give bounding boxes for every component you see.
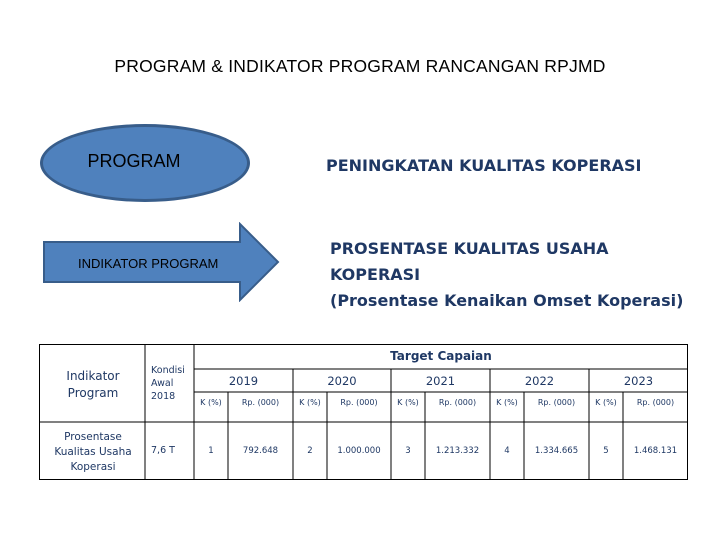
year-2021: 2021	[425, 374, 456, 388]
row-k-2023: 5	[603, 446, 609, 456]
indicator-label: INDIKATOR PROGRAM	[78, 256, 219, 271]
subheader-k-2020: K (%)	[299, 398, 321, 407]
subheader-rp-2022: Rp. (000)	[537, 398, 576, 407]
row-k-2020: 2	[307, 446, 313, 456]
indicator-value	[330, 236, 683, 314]
row-rp-2021: 1.213.332	[435, 446, 480, 456]
indicator-value-line1: PROSENTASE KUALITAS USAHA	[330, 239, 609, 258]
indicator-value-line2: KOPERASI	[330, 265, 421, 284]
row-rp-2020: 1.000.000	[337, 446, 381, 456]
header-target: Target Capaian	[390, 349, 492, 363]
header-kondisi: Kondisi Awal 2018	[151, 365, 185, 402]
page-title: PROGRAM & INDIKATOR PROGRAM RANCANGAN RPJMD	[114, 56, 606, 76]
subheader-k-2023: K (%)	[595, 398, 617, 407]
year-2019: 2019	[228, 374, 259, 388]
subheader-k-2021: K (%)	[397, 398, 419, 407]
row-indikator: Prosentase Kualitas Usaha Koperasi	[54, 431, 132, 473]
program-value: PENINGKATAN KUALITAS KOPERASI	[326, 156, 642, 175]
subheader-rp-2023: Rp. (000)	[636, 398, 675, 407]
year-2022: 2022	[524, 374, 555, 388]
program-ellipse	[40, 124, 250, 202]
row-rp-2023: 1.468.131	[633, 446, 678, 456]
row-k-2019: 1	[208, 446, 214, 456]
indicator-value-line3: (Prosentase Kenaikan Omset Koperasi)	[330, 291, 684, 310]
subheader-rp-2019: Rp. (000)	[241, 398, 280, 407]
row-k-2022: 4	[504, 446, 510, 456]
row-rp-2019: 792.648	[242, 446, 279, 456]
subheader-rp-2021: Rp. (000)	[438, 398, 477, 407]
row-rp-2022: 1.334.665	[534, 446, 579, 456]
target-table	[39, 344, 688, 480]
subheader-k-2022: K (%)	[496, 398, 518, 407]
subheader-rp-2020: Rp. (000)	[340, 398, 378, 407]
subheader-k-2019: K (%)	[200, 398, 222, 407]
header-indikator: Indikator Program	[66, 369, 120, 400]
year-2023: 2023	[623, 374, 654, 388]
year-2020: 2020	[327, 374, 357, 388]
program-label: PROGRAM	[87, 151, 181, 171]
row-k-2021: 3	[405, 446, 411, 456]
row-kondisi: 7,6 T	[151, 445, 175, 456]
